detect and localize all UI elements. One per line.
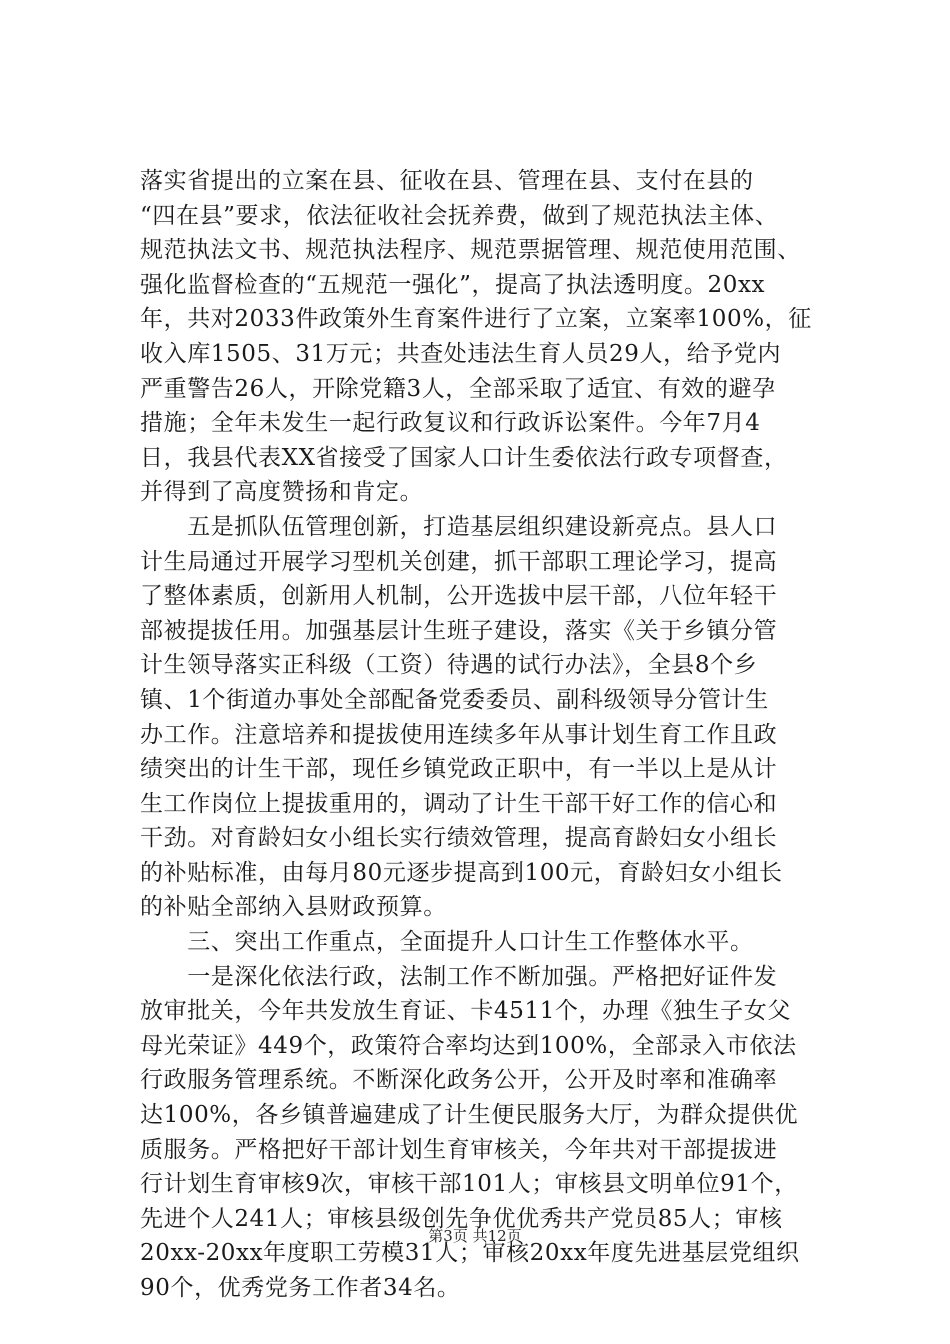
text-line: 三、突出工作重点，全面提升人口计生工作整体水平。: [140, 929, 754, 956]
text-line: 的补贴标准，由每月80元逐步提高到100元，育龄妇女小组长: [140, 859, 783, 886]
text-line: 行计划生育审核9次，审核干部101人；审核县文明单位91个，: [140, 1171, 798, 1198]
text-line: 日，我县代表XX省接受了国家人口计生委依法行政专项督查，: [140, 444, 788, 471]
text-line: 部被提拔任用。加强基层计生班子建设，落实《关于乡镇分管: [140, 617, 778, 644]
text-line: 强化监督检查的“五规范一强化”，提高了执法透明度。20xx: [140, 271, 766, 298]
text-line: 规范执法文书、规范执法程序、规范票据管理、规范使用范围、: [140, 237, 801, 264]
body-text: [140, 164, 818, 1306]
text-line: 收入库1505、31万元；共查处违法生育人员29人，给予党内: [140, 340, 782, 367]
text-line: 生工作岗位上提拔重用的，调动了计生干部干好工作的信心和: [140, 790, 778, 817]
text-line: 五是抓队伍管理创新，打造基层组织建设新亮点。县人口: [140, 513, 778, 540]
text-line: 并得到了高度赞扬和肯定。: [140, 479, 424, 506]
text-line: 严重警告26人，开除党籍3人，全部采取了适宜、有效的避孕: [140, 375, 776, 402]
text-line: 质服务。严格把好干部计划生育审核关，今年共对干部提拔进: [140, 1136, 778, 1163]
text-line: 的补贴全部纳入县财政预算。: [140, 894, 447, 921]
text-line: 年，共对2033件政策外生育案件进行了立案，立案率100%，征: [140, 306, 812, 333]
text-line: 达100%，各乡镇普遍建成了计生便民服务大厅，为群众提供优: [140, 1102, 799, 1129]
text-line: “四在县”要求，依法征收社会抚养费，做到了规范执法主体、: [140, 202, 779, 229]
text-line: 90个，优秀党务工作者34名。: [140, 1275, 461, 1301]
text-line: 镇、1个街道办事处全部配备党委委员、副科级领导分管计生: [140, 686, 769, 713]
text-line: 母光荣证》449个，政策符合率均达到100%，全部录入市依法: [140, 1032, 797, 1059]
text-line: 绩突出的计生干部，现任乡镇党政正职中，有一半以上是从计: [140, 756, 778, 783]
text-line: 一是深化依法行政，法制工作不断加强。严格把好证件发: [140, 963, 778, 990]
text-line: 先进个人241人；审核县级创先争优优秀共产党员85人；审核: [140, 1205, 783, 1232]
text-line: 干劲。对育龄妇女小组长实行绩效管理，提高育龄妇女小组长: [140, 825, 778, 852]
text-line: 计生领导落实正科级（工资）待遇的试行办法》，全县8个乡: [140, 652, 758, 679]
page-number-footer: 第3页 共12页: [428, 1227, 522, 1245]
text-line: 了整体素质，创新用人机制，公开选拔中层干部，八位年轻干: [140, 583, 778, 610]
text-line: 落实省提出的立案在县、征收在县、管理在县、支付在县的: [140, 168, 754, 194]
text-line: 20xx-20xx年度职工劳模31人；审核20xx年度先进基层党组织: [140, 1240, 800, 1267]
text-line: 措施；全年未发生一起行政复议和行政诉讼案件。今年7月4: [140, 410, 761, 437]
text-line: 计生局通过开展学习型机关创建，抓干部职工理论学习，提高: [140, 548, 778, 575]
text-line: 放审批关，今年共发放生育证、卡4511个，办理《独生子女父: [140, 998, 791, 1025]
text-line: 办工作。注意培养和提拔使用连续多年从事计划生育工作且政: [140, 721, 778, 748]
text-line: 行政服务管理系统。不断深化政务公开，公开及时率和准确率: [140, 1067, 778, 1094]
